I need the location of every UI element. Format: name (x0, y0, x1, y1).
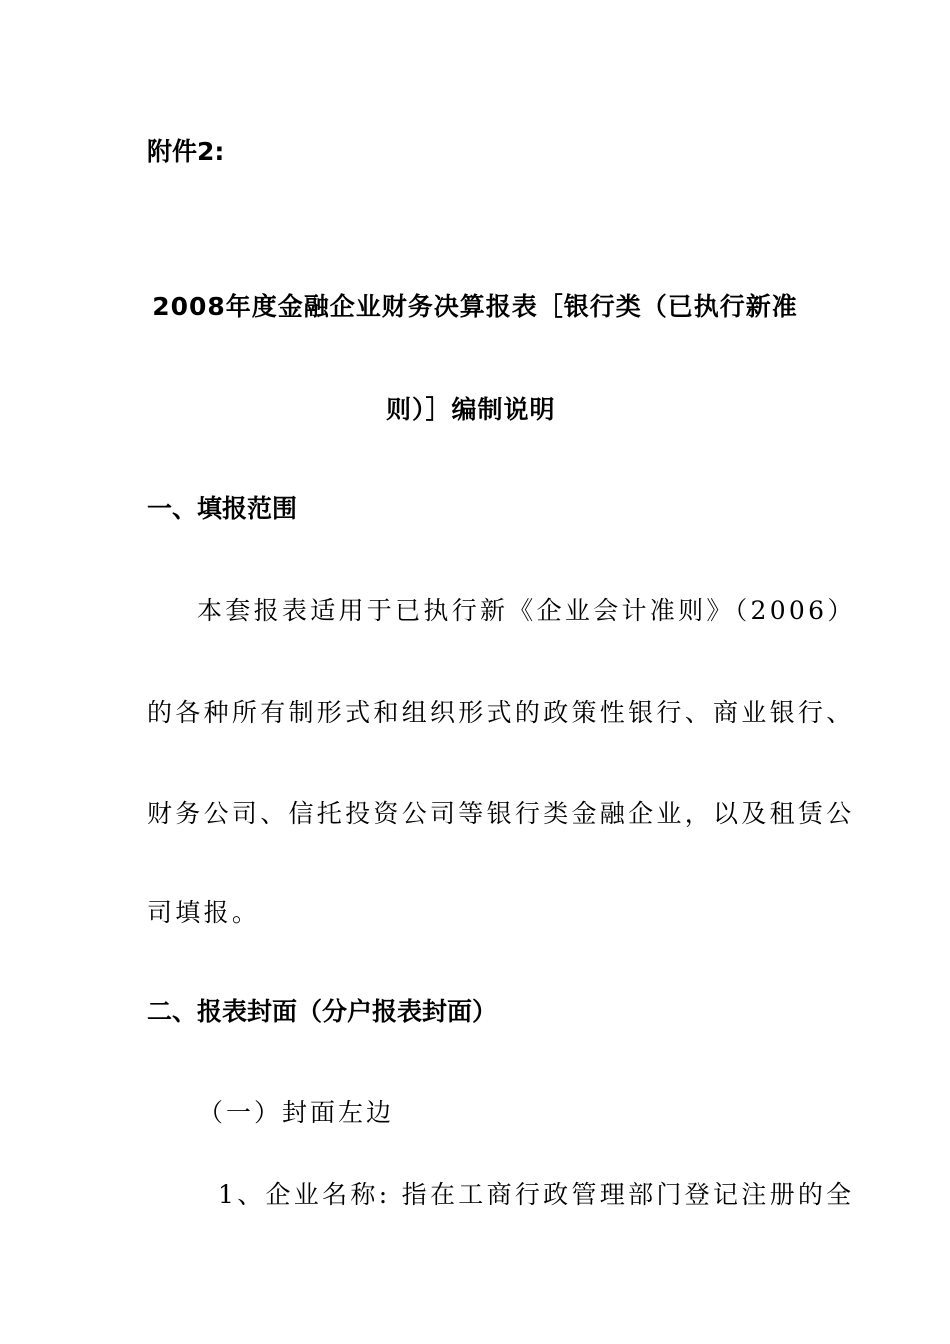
document-title-line-1: 2008年度金融企业财务决算报表［银行类（已执行新准 (152, 292, 798, 321)
list-item: 1、企业名称: 指在工商行政管理部门登记注册的全 (218, 1180, 855, 1209)
paragraph-line: 本套报表适用于已执行新《企业会计准则》（2006） (197, 596, 856, 625)
attachment-label: 附件2: (147, 137, 225, 166)
subsection-heading: （一）封面左边 (198, 1098, 395, 1127)
paragraph-line: 司填报。 (147, 898, 261, 927)
document-title-line-2: 则）］编制说明 (386, 395, 556, 424)
section-heading-cover: 二、报表封面（分户报表封面） (147, 997, 498, 1026)
section-heading-scope: 一、填报范围 (147, 494, 298, 523)
paragraph-line: 的各种所有制形式和组织形式的政策性银行、商业银行、 (147, 698, 855, 727)
paragraph-line: 财务公司、信托投资公司等银行类金融企业，以及租赁公 (147, 799, 855, 828)
